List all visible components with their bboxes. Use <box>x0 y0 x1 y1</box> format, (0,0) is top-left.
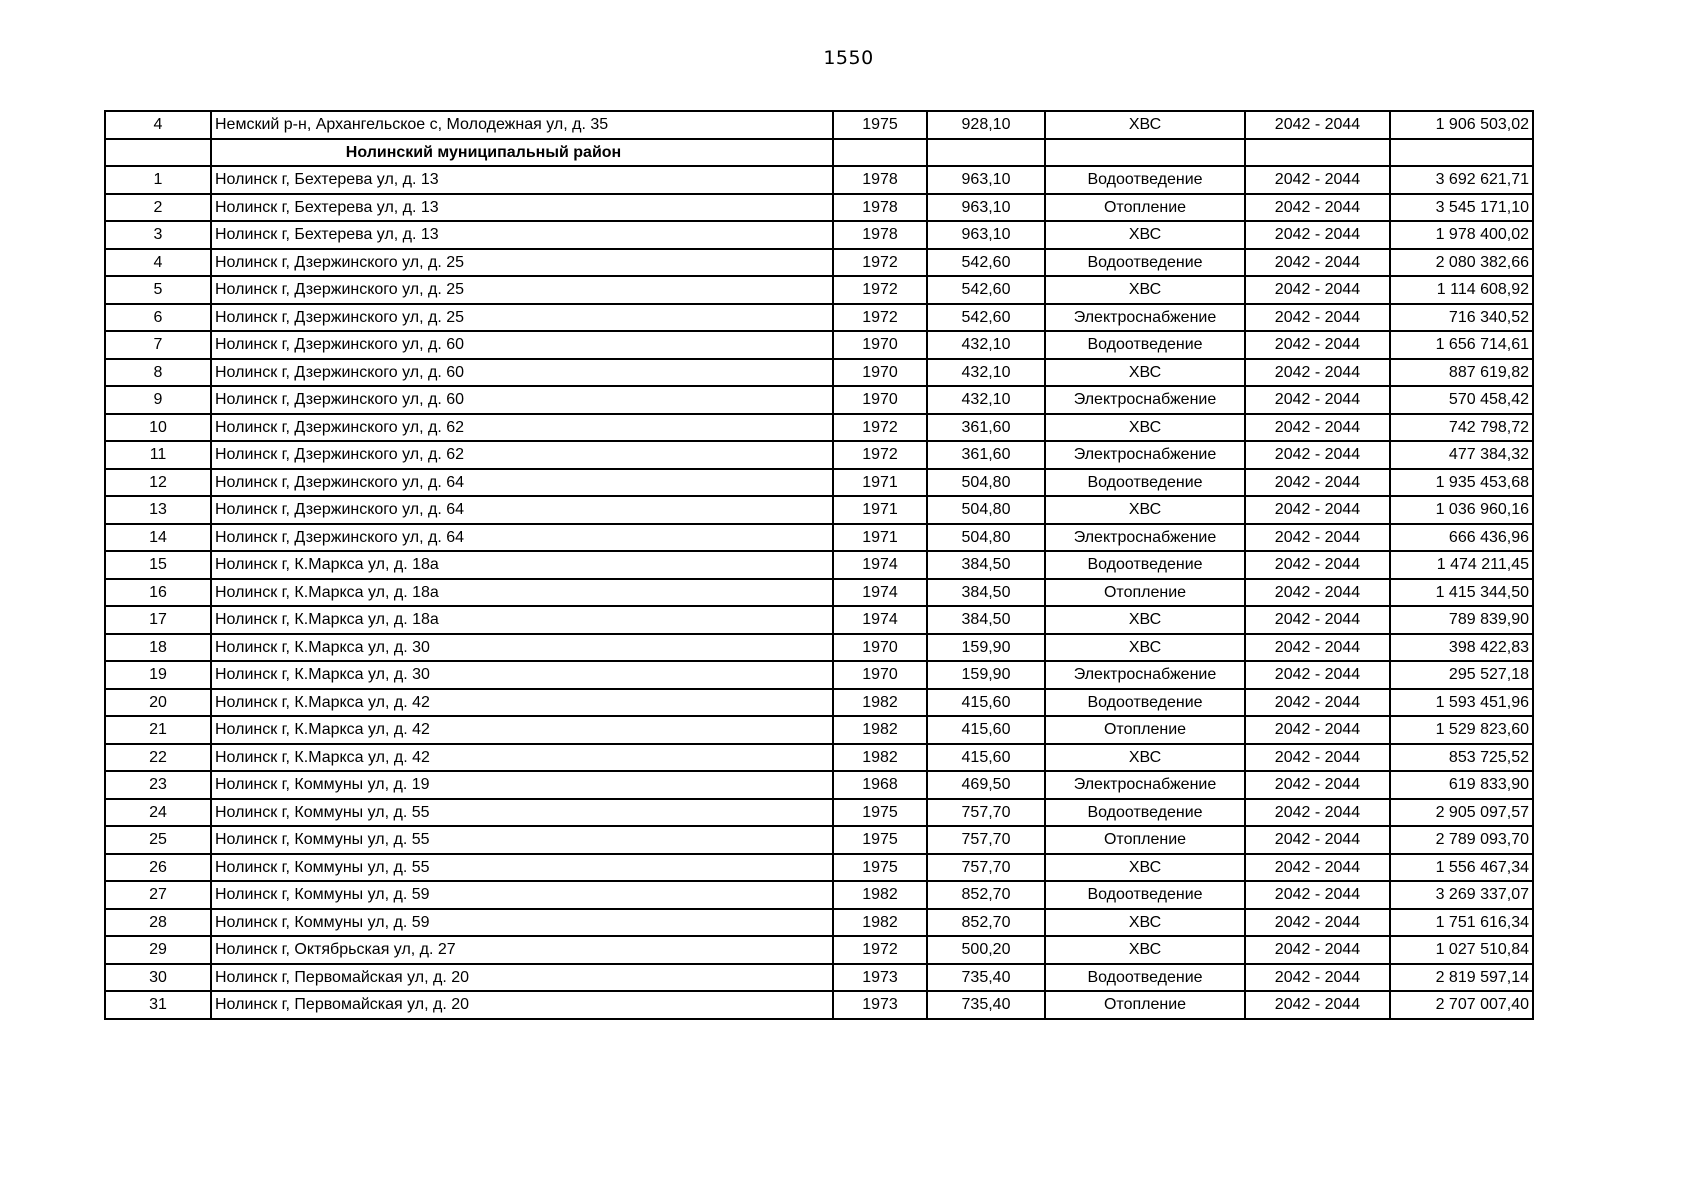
row-number: 13 <box>105 496 211 524</box>
row-year: 1975 <box>833 111 927 139</box>
row-work-type: ХВС <box>1045 634 1245 662</box>
row-number: 15 <box>105 551 211 579</box>
row-address: Нолинск г, Дзержинского ул, д. 25 <box>211 276 833 304</box>
row-period: 2042 - 2044 <box>1245 991 1390 1019</box>
row-year: 1970 <box>833 359 927 387</box>
row-area: 159,90 <box>927 634 1045 662</box>
row-year: 1970 <box>833 331 927 359</box>
row-address: Нолинск г, Дзержинского ул, д. 64 <box>211 496 833 524</box>
table-row <box>105 661 1533 689</box>
row-number: 7 <box>105 331 211 359</box>
row-area: 757,70 <box>927 799 1045 827</box>
row-work-type: ХВС <box>1045 496 1245 524</box>
row-address: Нолинск г, Бехтерева ул, д. 13 <box>211 166 833 194</box>
row-work-type: Водоотведение <box>1045 964 1245 992</box>
row-cost: 2 905 097,57 <box>1390 799 1533 827</box>
row-area: 384,50 <box>927 606 1045 634</box>
table-row <box>105 936 1533 964</box>
row-area: 504,80 <box>927 469 1045 497</box>
row-number: 11 <box>105 441 211 469</box>
table-row <box>105 606 1533 634</box>
row-year: 1975 <box>833 799 927 827</box>
row-address: Нолинск г, К.Маркса ул, д. 18а <box>211 579 833 607</box>
row-period: 2042 - 2044 <box>1245 579 1390 607</box>
row-work-type: Отопление <box>1045 579 1245 607</box>
row-area: 735,40 <box>927 991 1045 1019</box>
table-row <box>105 551 1533 579</box>
row-work-type: Водоотведение <box>1045 799 1245 827</box>
row-year: 1971 <box>833 469 927 497</box>
row-area: 415,60 <box>927 689 1045 717</box>
row-work-type: Электроснабжение <box>1045 441 1245 469</box>
row-cost: 666 436,96 <box>1390 524 1533 552</box>
table-row <box>105 579 1533 607</box>
row-address: Нолинск г, Дзержинского ул, д. 62 <box>211 441 833 469</box>
table-row <box>105 331 1533 359</box>
row-period: 2042 - 2044 <box>1245 469 1390 497</box>
row-area: 542,60 <box>927 249 1045 277</box>
row-area: 415,60 <box>927 716 1045 744</box>
row-period: 2042 - 2044 <box>1245 826 1390 854</box>
row-year: 1974 <box>833 551 927 579</box>
table-row <box>105 909 1533 937</box>
row-cost: 853 725,52 <box>1390 744 1533 772</box>
district-empty-cell <box>1045 139 1245 167</box>
row-cost: 619 833,90 <box>1390 771 1533 799</box>
row-work-type: Электроснабжение <box>1045 524 1245 552</box>
row-period: 2042 - 2044 <box>1245 551 1390 579</box>
row-period: 2042 - 2044 <box>1245 194 1390 222</box>
row-number: 1 <box>105 166 211 194</box>
row-year: 1968 <box>833 771 927 799</box>
row-cost: 1 415 344,50 <box>1390 579 1533 607</box>
row-cost: 1 593 451,96 <box>1390 689 1533 717</box>
table-row <box>105 634 1533 662</box>
row-period: 2042 - 2044 <box>1245 661 1390 689</box>
row-cost: 1 529 823,60 <box>1390 716 1533 744</box>
row-number: 6 <box>105 304 211 332</box>
row-period: 2042 - 2044 <box>1245 634 1390 662</box>
row-address: Нолинск г, Дзержинского ул, д. 60 <box>211 331 833 359</box>
row-number: 3 <box>105 221 211 249</box>
table-row <box>105 826 1533 854</box>
row-address: Нолинск г, Коммуны ул, д. 55 <box>211 826 833 854</box>
district-empty-cell <box>927 139 1045 167</box>
row-year: 1973 <box>833 991 927 1019</box>
table-row <box>105 881 1533 909</box>
row-period: 2042 - 2044 <box>1245 304 1390 332</box>
row-number: 5 <box>105 276 211 304</box>
district-title: Нолинский муниципальный район <box>211 139 833 167</box>
row-area: 384,50 <box>927 551 1045 579</box>
row-cost: 887 619,82 <box>1390 359 1533 387</box>
table-row <box>105 414 1533 442</box>
row-period: 2042 - 2044 <box>1245 386 1390 414</box>
row-period: 2042 - 2044 <box>1245 909 1390 937</box>
row-year: 1978 <box>833 221 927 249</box>
row-work-type: ХВС <box>1045 276 1245 304</box>
row-work-type: ХВС <box>1045 111 1245 139</box>
row-address: Нолинск г, Дзержинского ул, д. 64 <box>211 524 833 552</box>
row-period: 2042 - 2044 <box>1245 716 1390 744</box>
row-address: Нолинск г, К.Маркса ул, д. 18а <box>211 551 833 579</box>
row-number: 4 <box>105 111 211 139</box>
row-period: 2042 - 2044 <box>1245 111 1390 139</box>
row-work-type: ХВС <box>1045 359 1245 387</box>
district-header-row <box>105 139 1533 167</box>
row-cost: 3 545 171,10 <box>1390 194 1533 222</box>
row-cost: 1 027 510,84 <box>1390 936 1533 964</box>
row-period: 2042 - 2044 <box>1245 221 1390 249</box>
row-year: 1978 <box>833 166 927 194</box>
row-work-type: Отопление <box>1045 716 1245 744</box>
row-area: 542,60 <box>927 304 1045 332</box>
row-period: 2042 - 2044 <box>1245 854 1390 882</box>
row-area: 432,10 <box>927 386 1045 414</box>
row-work-type: Водоотведение <box>1045 166 1245 194</box>
row-work-type: Электроснабжение <box>1045 304 1245 332</box>
row-cost: 295 527,18 <box>1390 661 1533 689</box>
row-number: 21 <box>105 716 211 744</box>
row-address: Нолинск г, Бехтерева ул, д. 13 <box>211 194 833 222</box>
row-area: 469,50 <box>927 771 1045 799</box>
table-row <box>105 359 1533 387</box>
row-address: Нолинск г, Коммуны ул, д. 19 <box>211 771 833 799</box>
row-period: 2042 - 2044 <box>1245 496 1390 524</box>
row-work-type: Водоотведение <box>1045 331 1245 359</box>
row-area: 415,60 <box>927 744 1045 772</box>
district-empty-cell <box>833 139 927 167</box>
row-year: 1982 <box>833 716 927 744</box>
row-address: Нолинск г, Дзержинского ул, д. 25 <box>211 304 833 332</box>
row-number: 2 <box>105 194 211 222</box>
row-work-type: ХВС <box>1045 221 1245 249</box>
row-number: 16 <box>105 579 211 607</box>
row-address: Нолинск г, К.Маркса ул, д. 42 <box>211 744 833 772</box>
row-address: Нолинск г, Октябрьская ул, д. 27 <box>211 936 833 964</box>
row-cost: 742 798,72 <box>1390 414 1533 442</box>
row-area: 852,70 <box>927 909 1045 937</box>
row-address: Нолинск г, К.Маркса ул, д. 30 <box>211 634 833 662</box>
row-address: Нолинск г, Дзержинского ул, д. 60 <box>211 359 833 387</box>
row-year: 1970 <box>833 386 927 414</box>
row-area: 504,80 <box>927 524 1045 552</box>
table-row <box>105 441 1533 469</box>
row-cost: 789 839,90 <box>1390 606 1533 634</box>
row-address: Нолинск г, Первомайская ул, д. 20 <box>211 991 833 1019</box>
table-row <box>105 799 1533 827</box>
row-year: 1974 <box>833 606 927 634</box>
row-number: 9 <box>105 386 211 414</box>
row-address: Нолинск г, Первомайская ул, д. 20 <box>211 964 833 992</box>
row-year: 1972 <box>833 414 927 442</box>
row-area: 361,60 <box>927 441 1045 469</box>
row-area: 963,10 <box>927 166 1045 194</box>
row-work-type: ХВС <box>1045 936 1245 964</box>
row-area: 542,60 <box>927 276 1045 304</box>
row-area: 963,10 <box>927 194 1045 222</box>
row-cost: 716 340,52 <box>1390 304 1533 332</box>
row-year: 1982 <box>833 689 927 717</box>
row-year: 1974 <box>833 579 927 607</box>
row-area: 432,10 <box>927 331 1045 359</box>
row-address: Нолинск г, Дзержинского ул, д. 62 <box>211 414 833 442</box>
row-work-type: Электроснабжение <box>1045 661 1245 689</box>
row-number: 8 <box>105 359 211 387</box>
row-number: 26 <box>105 854 211 882</box>
table-row <box>105 194 1533 222</box>
row-number: 30 <box>105 964 211 992</box>
row-area: 928,10 <box>927 111 1045 139</box>
row-cost: 1 935 453,68 <box>1390 469 1533 497</box>
row-number: 17 <box>105 606 211 634</box>
row-year: 1975 <box>833 854 927 882</box>
row-work-type: Водоотведение <box>1045 881 1245 909</box>
row-period: 2042 - 2044 <box>1245 524 1390 552</box>
row-number: 27 <box>105 881 211 909</box>
row-period: 2042 - 2044 <box>1245 964 1390 992</box>
row-cost: 3 692 621,71 <box>1390 166 1533 194</box>
row-year: 1972 <box>833 441 927 469</box>
row-work-type: Водоотведение <box>1045 551 1245 579</box>
row-address: Нолинск г, Коммуны ул, д. 59 <box>211 909 833 937</box>
district-empty-cell <box>1390 139 1533 167</box>
table-row <box>105 524 1533 552</box>
row-work-type: ХВС <box>1045 854 1245 882</box>
table-row <box>105 716 1533 744</box>
row-year: 1982 <box>833 881 927 909</box>
table-row <box>105 469 1533 497</box>
row-year: 1973 <box>833 964 927 992</box>
row-area: 159,90 <box>927 661 1045 689</box>
table-body <box>105 111 1533 1019</box>
row-cost: 2 789 093,70 <box>1390 826 1533 854</box>
row-year: 1972 <box>833 276 927 304</box>
row-year: 1971 <box>833 496 927 524</box>
row-number: 24 <box>105 799 211 827</box>
row-year: 1982 <box>833 744 927 772</box>
row-period: 2042 - 2044 <box>1245 771 1390 799</box>
row-address: Нолинск г, К.Маркса ул, д. 42 <box>211 716 833 744</box>
row-year: 1972 <box>833 249 927 277</box>
row-number: 14 <box>105 524 211 552</box>
page-number: 1550 <box>823 47 874 69</box>
row-number: 25 <box>105 826 211 854</box>
row-cost: 3 269 337,07 <box>1390 881 1533 909</box>
row-number: 22 <box>105 744 211 772</box>
row-work-type: Электроснабжение <box>1045 386 1245 414</box>
row-number: 20 <box>105 689 211 717</box>
row-period: 2042 - 2044 <box>1245 359 1390 387</box>
row-number: 12 <box>105 469 211 497</box>
row-address: Нолинск г, Дзержинского ул, д. 25 <box>211 249 833 277</box>
row-period: 2042 - 2044 <box>1245 936 1390 964</box>
row-area: 757,70 <box>927 826 1045 854</box>
row-work-type: Водоотведение <box>1045 689 1245 717</box>
row-work-type: Отопление <box>1045 991 1245 1019</box>
table-row <box>105 276 1533 304</box>
row-cost: 398 422,83 <box>1390 634 1533 662</box>
table-row <box>105 166 1533 194</box>
row-period: 2042 - 2044 <box>1245 689 1390 717</box>
row-period: 2042 - 2044 <box>1245 414 1390 442</box>
row-area: 384,50 <box>927 579 1045 607</box>
row-year: 1970 <box>833 661 927 689</box>
district-empty-cell <box>1245 139 1390 167</box>
table-row <box>105 991 1533 1019</box>
row-number: 10 <box>105 414 211 442</box>
row-year: 1972 <box>833 936 927 964</box>
table-row <box>105 854 1533 882</box>
row-year: 1970 <box>833 634 927 662</box>
row-area: 432,10 <box>927 359 1045 387</box>
row-cost: 1 036 960,16 <box>1390 496 1533 524</box>
row-year: 1982 <box>833 909 927 937</box>
row-address: Нолинск г, К.Маркса ул, д. 30 <box>211 661 833 689</box>
row-year: 1978 <box>833 194 927 222</box>
row-address: Нолинск г, К.Маркса ул, д. 18а <box>211 606 833 634</box>
row-number: 18 <box>105 634 211 662</box>
table-row <box>105 689 1533 717</box>
row-number: 31 <box>105 991 211 1019</box>
row-work-type: Водоотведение <box>1045 249 1245 277</box>
table-row <box>105 249 1533 277</box>
table-row <box>105 496 1533 524</box>
repair-schedule-table <box>104 110 1534 1020</box>
row-work-type: Отопление <box>1045 826 1245 854</box>
row-address: Нолинск г, Коммуны ул, д. 59 <box>211 881 833 909</box>
row-address: Немский р-н, Архангельское с, Молодежная ул, д. 35 <box>211 111 833 139</box>
row-work-type: ХВС <box>1045 606 1245 634</box>
row-work-type: Отопление <box>1045 194 1245 222</box>
row-period: 2042 - 2044 <box>1245 276 1390 304</box>
district-empty-cell <box>105 139 211 167</box>
row-cost: 1 556 467,34 <box>1390 854 1533 882</box>
row-address: Нолинск г, Коммуны ул, д. 55 <box>211 854 833 882</box>
row-area: 735,40 <box>927 964 1045 992</box>
row-cost: 477 384,32 <box>1390 441 1533 469</box>
table-row <box>105 111 1533 139</box>
row-area: 500,20 <box>927 936 1045 964</box>
row-cost: 1 656 714,61 <box>1390 331 1533 359</box>
row-period: 2042 - 2044 <box>1245 881 1390 909</box>
row-area: 852,70 <box>927 881 1045 909</box>
row-period: 2042 - 2044 <box>1245 441 1390 469</box>
row-period: 2042 - 2044 <box>1245 166 1390 194</box>
row-period: 2042 - 2044 <box>1245 799 1390 827</box>
table-row <box>105 964 1533 992</box>
table-row <box>105 771 1533 799</box>
row-work-type: Электроснабжение <box>1045 771 1245 799</box>
row-address: Нолинск г, Бехтерева ул, д. 13 <box>211 221 833 249</box>
row-area: 504,80 <box>927 496 1045 524</box>
row-year: 1972 <box>833 304 927 332</box>
row-number: 4 <box>105 249 211 277</box>
row-number: 29 <box>105 936 211 964</box>
row-cost: 1 474 211,45 <box>1390 551 1533 579</box>
row-cost: 1 978 400,02 <box>1390 221 1533 249</box>
row-work-type: ХВС <box>1045 414 1245 442</box>
row-period: 2042 - 2044 <box>1245 249 1390 277</box>
row-number: 19 <box>105 661 211 689</box>
row-cost: 1 114 608,92 <box>1390 276 1533 304</box>
row-period: 2042 - 2044 <box>1245 606 1390 634</box>
row-year: 1971 <box>833 524 927 552</box>
row-year: 1975 <box>833 826 927 854</box>
row-cost: 2 819 597,14 <box>1390 964 1533 992</box>
row-area: 361,60 <box>927 414 1045 442</box>
row-cost: 2 707 007,40 <box>1390 991 1533 1019</box>
table-row <box>105 744 1533 772</box>
row-area: 757,70 <box>927 854 1045 882</box>
row-number: 23 <box>105 771 211 799</box>
row-cost: 570 458,42 <box>1390 386 1533 414</box>
row-cost: 1 751 616,34 <box>1390 909 1533 937</box>
row-work-type: ХВС <box>1045 744 1245 772</box>
row-area: 963,10 <box>927 221 1045 249</box>
row-cost: 1 906 503,02 <box>1390 111 1533 139</box>
row-address: Нолинск г, К.Маркса ул, д. 42 <box>211 689 833 717</box>
row-number: 28 <box>105 909 211 937</box>
row-period: 2042 - 2044 <box>1245 744 1390 772</box>
row-address: Нолинск г, Дзержинского ул, д. 60 <box>211 386 833 414</box>
table-row <box>105 221 1533 249</box>
table-row <box>105 386 1533 414</box>
row-address: Нолинск г, Дзержинского ул, д. 64 <box>211 469 833 497</box>
row-work-type: ХВС <box>1045 909 1245 937</box>
row-period: 2042 - 2044 <box>1245 331 1390 359</box>
row-address: Нолинск г, Коммуны ул, д. 55 <box>211 799 833 827</box>
row-work-type: Водоотведение <box>1045 469 1245 497</box>
table-row <box>105 304 1533 332</box>
row-cost: 2 080 382,66 <box>1390 249 1533 277</box>
